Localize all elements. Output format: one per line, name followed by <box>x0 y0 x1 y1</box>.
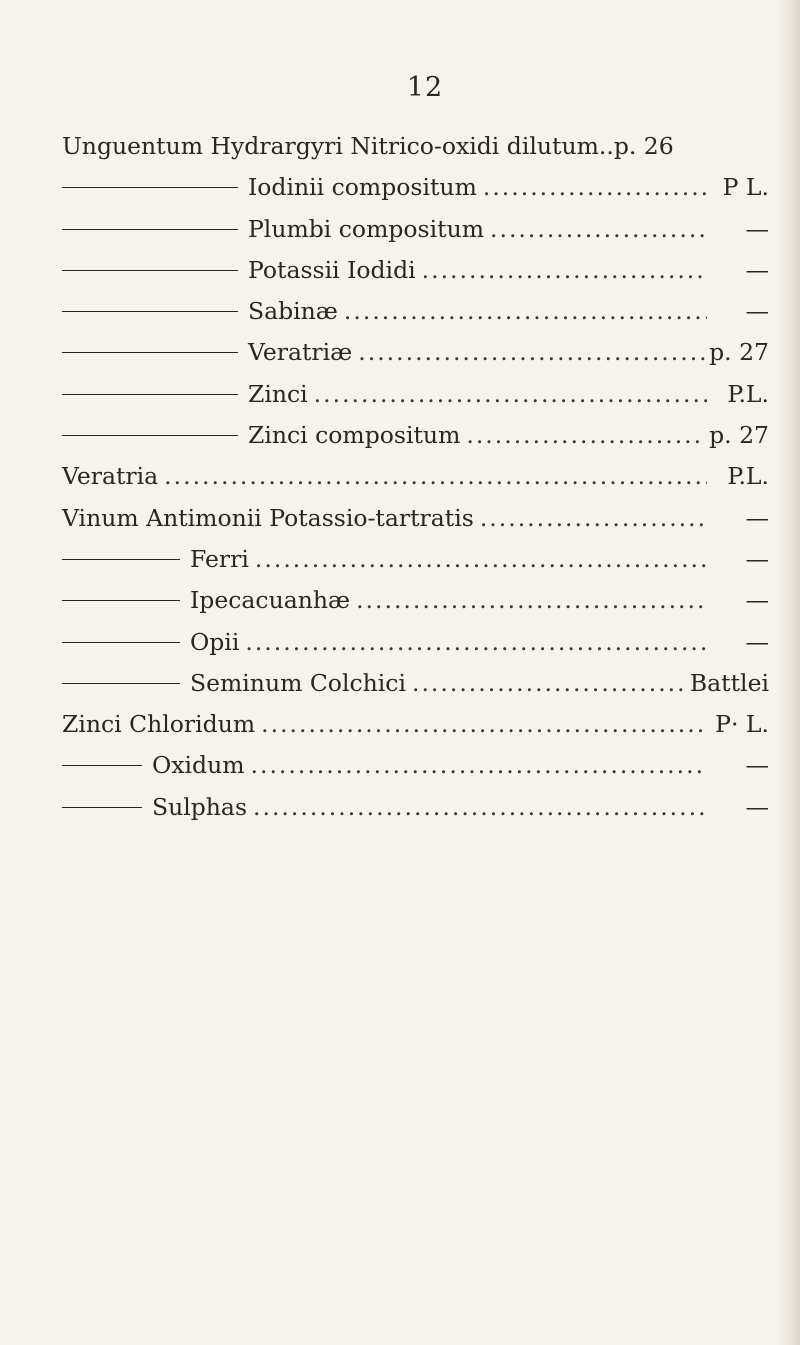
entry-name: Zinci <box>248 379 308 408</box>
dot-leader <box>412 669 686 697</box>
index-entry <box>62 545 769 586</box>
dot-leader <box>483 173 707 201</box>
dot-leader <box>251 751 708 779</box>
entry-name: Potassii Iodidi <box>248 255 416 284</box>
dot-leader <box>344 297 707 325</box>
ditto-dash <box>62 311 238 312</box>
dot-leader <box>356 586 707 614</box>
entry-name: Unguentum Hydrargyri Nitrico-oxidi dilutum.. <box>62 132 614 160</box>
entry-reference: — <box>745 503 769 532</box>
index-entry <box>62 793 769 834</box>
entry-name: Plumbi compositum <box>248 214 484 243</box>
ditto-dash <box>62 765 142 766</box>
dot-leader <box>164 462 707 490</box>
index-entry <box>62 173 769 214</box>
entry-reference: P· L. <box>715 710 769 739</box>
entry-name: Iodinii compositum <box>248 173 477 202</box>
index-entry <box>62 297 769 338</box>
index-list <box>62 132 769 834</box>
entry-reference: — <box>745 214 769 243</box>
entry-name: Sabinæ <box>248 297 338 326</box>
entry-name: Zinci Chloridum <box>62 710 256 739</box>
ditto-dash <box>62 807 142 808</box>
entry-name: Ferri <box>190 544 249 573</box>
entry-name: Veratriæ <box>248 338 353 367</box>
entry-reference: P.L. <box>727 379 769 408</box>
dot-leader <box>466 421 705 449</box>
entry-reference: — <box>745 255 769 284</box>
dot-leader <box>253 793 707 821</box>
ditto-dash <box>62 394 238 395</box>
index-entry <box>62 669 769 710</box>
ditto-dash <box>62 270 238 271</box>
index-entry <box>62 132 769 173</box>
ditto-dash <box>62 435 238 436</box>
entry-reference: Battlei <box>689 668 769 697</box>
page-edge <box>778 0 800 1345</box>
dot-leader <box>314 380 707 408</box>
entry-name: Seminum Colchici <box>190 668 406 697</box>
ditto-dash <box>62 229 238 230</box>
entry-reference: — <box>745 627 769 656</box>
index-entry <box>62 462 769 503</box>
entry-reference: — <box>745 297 769 326</box>
page-number: 12 <box>406 72 444 103</box>
entry-reference: p. 26 <box>613 132 674 160</box>
entry-name: Sulphas <box>152 792 247 821</box>
index-entry <box>62 504 769 545</box>
entry-reference: P.L. <box>727 462 769 491</box>
dot-leader <box>480 504 707 532</box>
ditto-dash <box>62 352 238 353</box>
dot-leader <box>255 545 707 573</box>
dot-leader <box>422 256 707 284</box>
dot-leader <box>358 338 705 366</box>
dot-leader <box>245 628 707 656</box>
entry-reference: p. 27 <box>709 421 769 450</box>
entry-name: Vinum Antimonii Potassio-tartratis <box>62 503 474 532</box>
ditto-dash <box>62 187 238 188</box>
index-entry <box>62 380 769 421</box>
dot-leader <box>490 215 707 243</box>
entry-reference: P L. <box>722 173 769 202</box>
ditto-dash <box>62 559 180 560</box>
entry-reference: p. 27 <box>709 338 769 367</box>
entry-name: Oxidum <box>152 751 245 780</box>
index-entry <box>62 751 769 792</box>
index-entry <box>62 421 769 462</box>
entry-reference: — <box>745 586 769 615</box>
index-entry <box>62 256 769 297</box>
ditto-dash <box>62 600 180 601</box>
entry-name: Veratria <box>62 462 159 491</box>
ditto-dash <box>62 683 180 684</box>
index-entry <box>62 628 769 669</box>
index-entry <box>62 338 769 379</box>
index-entry <box>62 586 769 627</box>
entry-name: Zinci compositum <box>248 421 461 450</box>
entry-name: Ipecacuanhæ <box>190 586 351 615</box>
entry-reference: — <box>745 751 769 780</box>
entry-reference: — <box>745 792 769 821</box>
index-entry <box>62 710 769 751</box>
ditto-dash <box>62 642 180 643</box>
entry-reference: — <box>745 544 769 573</box>
entry-name: Opii <box>190 627 240 656</box>
dot-leader <box>261 710 707 738</box>
index-entry <box>62 215 769 256</box>
